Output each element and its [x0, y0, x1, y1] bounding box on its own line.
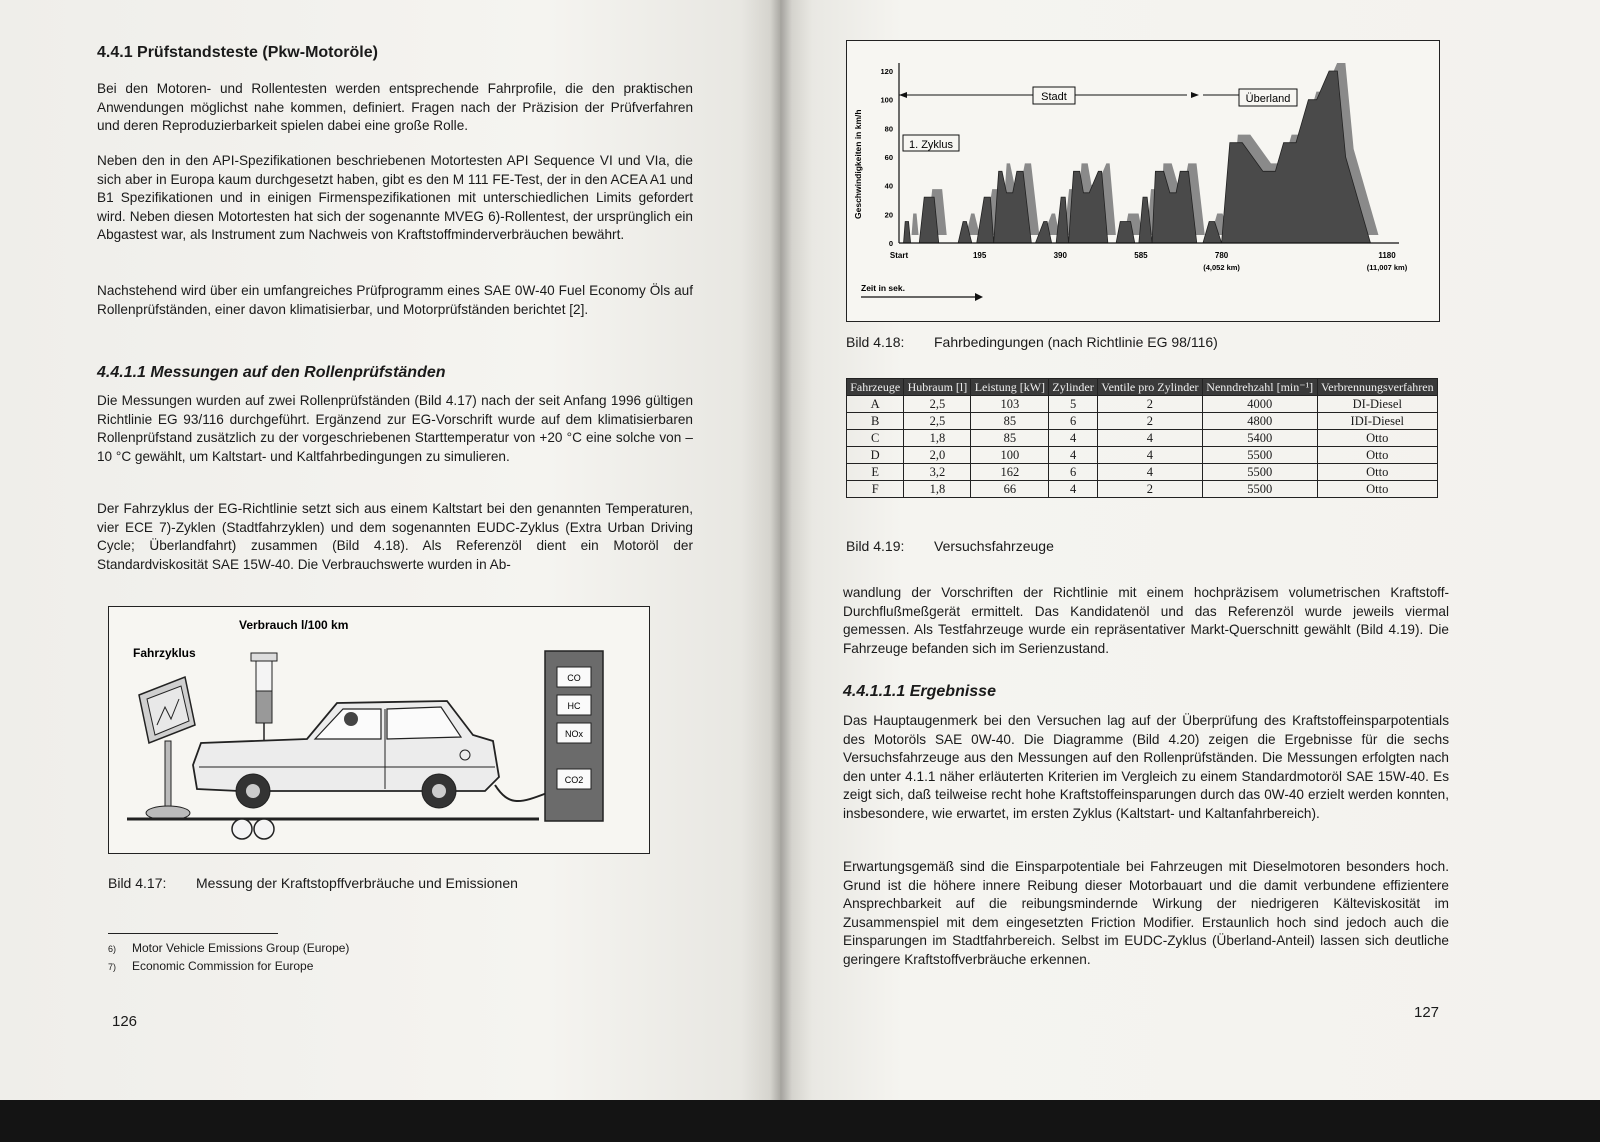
table-cell: C: [847, 430, 904, 447]
caption-label: Bild 4.19:: [846, 538, 905, 554]
chart-ylabel: Geschwindigkeiten in km/h: [853, 109, 863, 219]
monitor-icon: [139, 677, 195, 820]
table-cell: 1,8: [904, 481, 971, 498]
caption-label: Bild 4.17:: [108, 875, 167, 891]
section-heading: 4.4.1 Prüfstandsteste (Pkw-Motoröle): [97, 44, 378, 61]
paragraph-5: Der Fahrzyklus der EG-Richtlinie setzt sich aus einem Kaltstart bei den genannten Temperaturen, vier ECE 7)-Zyklen (Stadtfahrzyklen) und dem sogenannten EUDC-Zyklus (Extra Urban Driving Cycle; Überlandfahrt) zusammen (Bild 4.18). Als Referenzöl dient ein Motoröl der Standardviskosität SAE 15W-40. Die Verbrauchswerte wurden in Ab-: [97, 501, 693, 572]
caption-text: Fahrbedingungen (nach Richtlinie EG 98/116): [934, 334, 1218, 350]
table-cell: 4: [1097, 430, 1202, 447]
roller-icon: [232, 819, 252, 839]
exhaust-hose: [495, 785, 547, 801]
gas-analyzer: [545, 651, 603, 821]
table-cell: 4: [1097, 464, 1202, 481]
footnote-mark: 7): [108, 962, 117, 972]
test-rig-illustration: [109, 607, 649, 853]
figure-title: Verbrauch l/100 km: [239, 618, 349, 632]
y-tick-label: 0: [888, 239, 893, 248]
footnote-7: [108, 958, 313, 976]
page-number-left: 126: [112, 1013, 138, 1030]
table-cell: Otto: [1317, 481, 1437, 498]
paragraph-results-2: Erwartungsgemäß sind die Einsparpotentiale bei Fahrzeugen mit Dieselmotoren besonders hoch. Grund ist die höhere innere Reibung dieser Motorbauart und die damit verbundene effizientere Ansprechbarkeit auf die reibungsmindernde Wirkung der niedrigeren Kälteviskosität im Zusammenspiel mit dem eingesetzten Friction Modifier. Erstaunlich hoch sind jedoch auch die Einsparungen im Stadtfahrbereich. Selbst im EUDC-Zyklus (Überland-Anteil) lassen sich deutliche geringere Kraftstoffverbräuche erkennen.: [843, 859, 1449, 967]
annotation-stadt: Stadt: [1041, 91, 1067, 103]
table-row: [847, 464, 1438, 481]
table-cell: Otto: [1317, 447, 1437, 464]
table-cell: 2,0: [904, 447, 971, 464]
paragraph-4: Die Messungen wurden auf zwei Rollenprüfständen (Bild 4.17) nach der seit Anfang 1996 gültigen Richtlinie EG 93/116 durchgeführt. Ergänzend zur EG-Vorschrift wurde auf dem klimatisierbaren Rollenprüfstand zusätzlich zu der vorgeschriebenen Starttemperatur von +20 °C eine solche von –10 °C gewählt, um Kaltstart- und Kaltfahrbedingungen zu simulieren.: [97, 393, 693, 464]
table-cell: E: [847, 464, 904, 481]
col-header: Verbrennungsverfahren: [1317, 379, 1437, 396]
table-row: [847, 396, 1438, 413]
col-header: Fahrzeuge: [847, 379, 904, 396]
table-cell: 2: [1097, 481, 1202, 498]
table-cell: 85: [971, 430, 1049, 447]
table-cell: F: [847, 481, 904, 498]
arrow-right-icon: [975, 293, 983, 301]
subsubsection-heading: 4.4.1.1.1 Ergebnisse: [843, 683, 996, 700]
table-cell: A: [847, 396, 904, 413]
right-page: [780, 0, 1600, 1100]
table-cell: 4: [1049, 481, 1098, 498]
arrow-right-icon: [1191, 92, 1199, 98]
footnote-mark: 6): [108, 944, 117, 954]
gas-label-hc: HC: [567, 701, 581, 711]
table-cell: 2: [1097, 413, 1202, 430]
x-tick-sublabel: (4,052 km): [1203, 263, 1240, 272]
table-cell: 2,5: [904, 413, 971, 430]
table-header-row: [847, 379, 1438, 396]
table-cell: D: [847, 447, 904, 464]
x-tick-label: 780: [1214, 251, 1229, 260]
arrow-left-icon: [899, 92, 907, 98]
footnote-divider: [108, 933, 278, 934]
table-cell: 6: [1049, 413, 1098, 430]
x-tick-label: 585: [1134, 251, 1148, 260]
table-cell: 85: [971, 413, 1049, 430]
table-cell: 66: [971, 481, 1049, 498]
table-cell: 5500: [1202, 481, 1317, 498]
figure-4-19-caption: [846, 538, 1054, 554]
figure-4-17: [108, 606, 650, 854]
y-tick-label: 20: [884, 210, 893, 220]
table-cell: DI-Diesel: [1317, 396, 1437, 413]
table-cell: 4: [1049, 447, 1098, 464]
table-cell: 2,5: [904, 396, 971, 413]
book-gutter: [770, 0, 792, 1100]
y-tick-label: 100: [880, 95, 893, 105]
left-page: [0, 0, 780, 1100]
paragraph-continue: wandlung der Vorschriften der Richtlinie mit einem hochpräzisem volumetrischen Kraftstoff-Durchflußmeßgerät ermittelt. Das Kandidatenöl und das Referenzöl wurde jeweils viermal gemessen. Als Testfahrzeuge wurde ein repräsentativer Markt-Querschnitt gewählt (Bild 4.19). Die Fahrzeuge befanden sich im Serienzustand.: [843, 585, 1449, 656]
caption-text: Versuchsfahrzeuge: [934, 538, 1054, 554]
subsection-heading: 4.4.1.1 Messungen auf den Rollenprüfständen: [97, 364, 446, 381]
table-row: [847, 447, 1438, 464]
figure-4-17-caption: [108, 875, 518, 891]
table-cell: 5400: [1202, 430, 1317, 447]
car-icon: [193, 701, 499, 808]
scanner-edge: [0, 1100, 1600, 1142]
table-cell: 6: [1049, 464, 1098, 481]
figure-4-18-caption: [846, 334, 1218, 350]
x-tick-label: Start: [889, 251, 909, 260]
table-cell: 4800: [1202, 413, 1317, 430]
table-cell: 4000: [1202, 396, 1317, 413]
table-row: [847, 481, 1438, 498]
x-tick-sublabel: (11,007 km): [1366, 263, 1408, 272]
gas-label-co2: CO2: [564, 775, 584, 785]
paragraph-results-1: Das Hauptaugenmerk bei den Versuchen lag auf der Überprüfung des Kraftstoffeinsparpotentials des Motoröls SAE 0W-40. Die Diagramme (Bild 4.20) zeigen die Ergebnisse für die sechs Versuchsfahrzeuge aus den Messungen auf den Rollenprüfständen. Die Messungen erfolgten nach den unter 4.1.1 näher erläuterten Kriterien im Vergleich zu einem Standardmotoröl SAE 15W-40. Es zeigt sich, daß teilweise recht hohe Kraftstoffeinsparungen durch das 0W-40 erzielt werden konnten, insbesondere, wie erwartet, im ersten Zyklus (Kaltstart- und Kaltanfahrbereich).: [843, 713, 1449, 821]
page-number-right: 127: [1414, 1004, 1440, 1021]
paragraph-3: Nachstehend wird über ein umfangreiches Prüfprogramm eines SAE 0W-40 Fuel Economy Öls auf Rollenprüfständen, einer davon klimatisierbar, und Motorprüfständen berichtet [2].: [97, 283, 693, 317]
table-cell: 4: [1097, 447, 1202, 464]
col-header: Ventile pro Zylinder: [1097, 379, 1202, 396]
footnote-text: Motor Vehicle Emissions Group (Europe): [132, 941, 350, 955]
annotation-ueberland: Überland: [1245, 93, 1291, 105]
vehicle-table: [846, 378, 1438, 498]
chart-xlabel: Zeit in sek.: [861, 283, 905, 293]
table-row: [847, 413, 1438, 430]
y-tick-label: 60: [884, 153, 893, 162]
table-cell: 162: [971, 464, 1049, 481]
table-cell: 3,2: [904, 464, 971, 481]
figure-4-18: [846, 40, 1440, 322]
annotation-zyklus: 1. Zyklus: [908, 139, 954, 151]
roller-icon: [254, 819, 274, 839]
table-cell: 2: [1097, 396, 1202, 413]
gas-label-nox: NOx: [565, 729, 583, 739]
caption-label: Bild 4.18:: [846, 334, 905, 350]
table-cell: 100: [971, 447, 1049, 464]
gas-label-co: CO: [567, 673, 581, 683]
driving-cycle-chart: [847, 41, 1439, 321]
table-cell: 4: [1049, 430, 1098, 447]
col-header: Hubraum [l]: [904, 379, 971, 396]
y-tick-label: 80: [884, 124, 893, 134]
paragraph-1: Bei den Motoren- und Rollentesten werden entsprechende Fahrprofile, die den praktischen Anwendungen möglichst nahe kommen, definiert. Fragen nach der Präzision der Prüfverfahren und deren Reproduzierbarkeit spielen dabei eine große Rolle.: [97, 81, 693, 133]
table-cell: 5500: [1202, 464, 1317, 481]
x-tick-label: 390: [1053, 251, 1067, 260]
table-cell: IDI-Diesel: [1317, 413, 1437, 430]
table-cell: 5: [1049, 396, 1098, 413]
table-cell: 103: [971, 396, 1049, 413]
table-cell: 5500: [1202, 447, 1317, 464]
y-tick-label: 120: [880, 67, 893, 76]
caption-text: Messung der Kraftstopffverbräuche und Emissionen: [196, 875, 518, 891]
table-cell: Otto: [1317, 464, 1437, 481]
col-header: Nenndrehzahl [min⁻¹]: [1202, 379, 1317, 396]
table-cell: Otto: [1317, 430, 1437, 447]
x-tick-label: 1180: [1378, 251, 1396, 260]
footnote-6: [108, 940, 349, 958]
col-header: Zylinder: [1049, 379, 1098, 396]
col-header: Leistung [kW]: [971, 379, 1049, 396]
footnote-text: Economic Commission for Europe: [132, 959, 314, 973]
table-cell: B: [847, 413, 904, 430]
table-cell: 1,8: [904, 430, 971, 447]
table-row: [847, 430, 1438, 447]
paragraph-2: Neben den in den API-Spezifikationen beschriebenen Motortesten API Sequence VI und VIa, die sich aber in Europa kaum durchgesetzt haben, gibt es den M 111 FE-Test, der in den ACEA A1 und B1 Spezifikationen und in einigen Firmenspezifikationen mit unterschiedlichen Limits gefordert wird. Neben diesen Motortesten hat sich der sogenannte MVEG 6)-Rollentest, der ursprünglich ein Abgastest war, als Instrument zum Nachweis von Kraftstoffminderverbräuchen bewährt.: [97, 153, 693, 242]
y-tick-label: 40: [884, 181, 893, 191]
figure-label-cycle: Fahrzyklus: [133, 646, 196, 660]
x-tick-label: 195: [972, 251, 987, 260]
